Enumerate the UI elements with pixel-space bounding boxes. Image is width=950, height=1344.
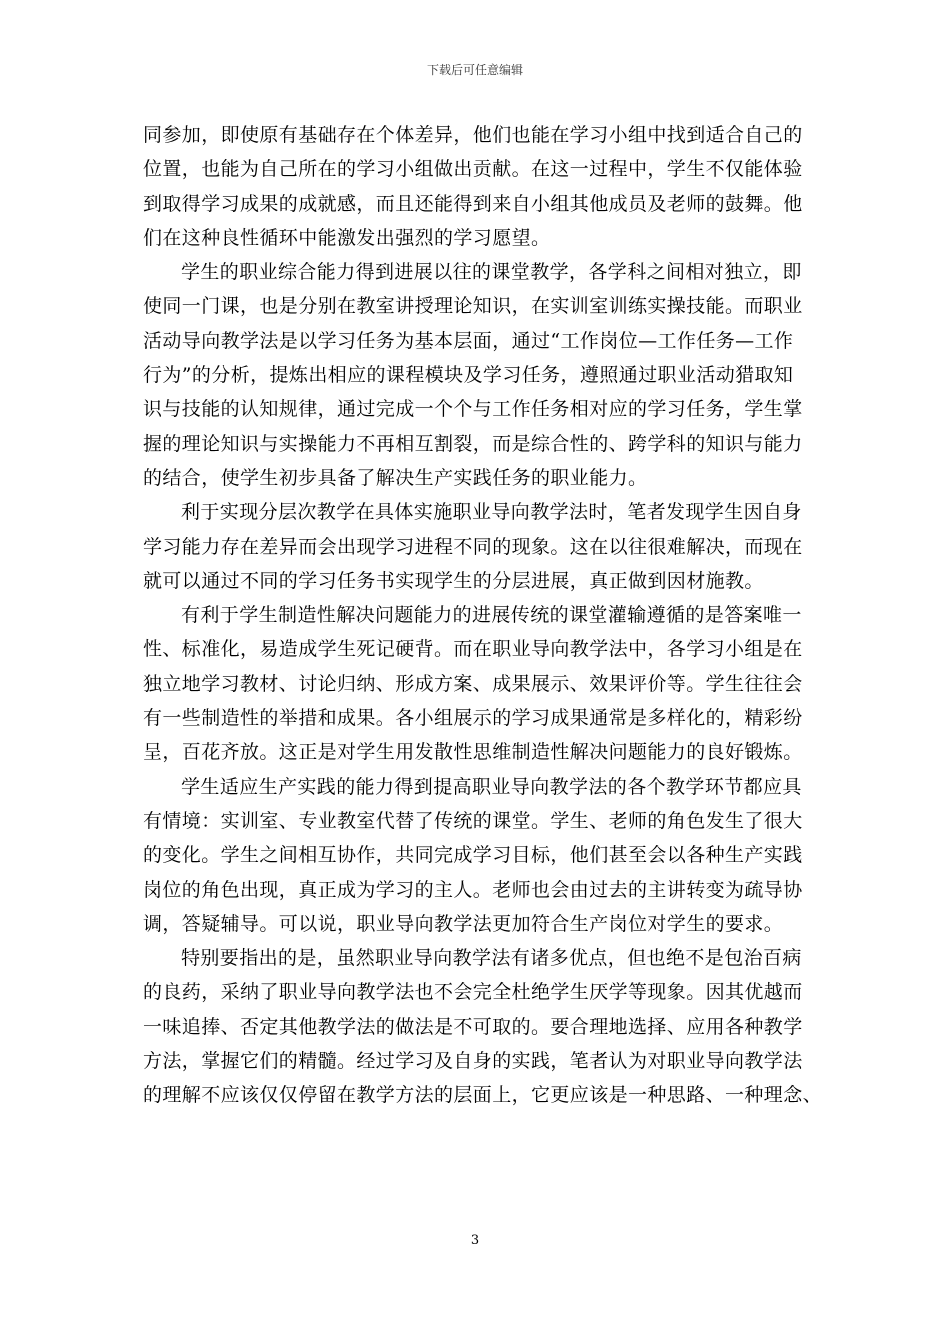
text-line: 方法，掌握它们的精髓。经过学习及自身的实践，笔者认为对职业导向教学法: [143, 1050, 803, 1073]
text-line: 有情境：实训室、专业教室代替了传统的课堂。学生、老师的角色发生了很大: [143, 809, 803, 832]
text-line: 的变化。学生之间相互协作，共同完成学习目标，他们甚至会以各种生产实践: [143, 844, 803, 867]
text-line: 呈，百花齐放。这正是对学生用发散性思维制造性解决问题能力的良好锻炼。: [143, 741, 803, 764]
text-line: 的良药，采纳了职业导向教学法也不会完全杜绝学生厌学等现象。因其优越而: [143, 981, 803, 1004]
text-line: 握的理论知识与实操能力不再相互割裂，而是综合性的、跨学科的知识与能力: [143, 432, 803, 455]
text-line: 活动导向教学法是以学习任务为基本层面，通过“工作岗位—工作任务—工作: [143, 329, 794, 352]
text-line: 们在这种良性循环中能激发出强烈的学习愿望。: [143, 226, 551, 249]
paragraph: [143, 770, 819, 941]
text-line: 位置，也能为自己所在的学习小组做出贡献。在这一过程中，学生不仅能体验: [143, 158, 803, 181]
document-body: [143, 118, 823, 1113]
paragraph: [143, 495, 819, 598]
text-line: 的理解不应该仅仅停留在教学方法的层面上，它更应该是一种思路、一种理念、: [143, 1084, 823, 1107]
text-line: 就可以通过不同的学习任务书实现学生的分层进展，真正做到因材施教。: [143, 569, 764, 592]
text-line: 同参加，即使原有基础存在个体差异，他们也能在学习小组中找到适合自己的: [143, 124, 803, 146]
paragraph: [143, 598, 819, 769]
text-line: 有利于学生制造性解决问题能力的进展传统的课堂灌输遵循的是答案唯一: [181, 604, 802, 627]
text-line: 性、标准化，易造成学生死记硬背。而在职业导向教学法中，各学习小组是在: [143, 638, 803, 661]
text-line: 独立地学习教材、讨论归纳、形成方案、成果展示、效果评价等。学生往往会: [143, 672, 803, 695]
text-line: 学生的职业综合能力得到进展以往的课堂教学，各学科之间相对独立，即: [181, 261, 802, 284]
text-line: 有一些制造性的举措和成果。各小组展示的学习成果通常是多样化的，精彩纷: [143, 707, 803, 730]
text-line: 调，答疑辅导。可以说，职业导向教学法更加符合生产岗位对学生的要求。: [143, 912, 784, 935]
text-line: 一味追捧、否定其他教学法的做法是不可取的。要合理地选择、应用各种教学: [143, 1015, 803, 1038]
paragraph: [143, 255, 819, 495]
text-line: 识与技能的认知规律，通过完成一个个与工作任务相对应的学习任务，学生掌: [143, 398, 803, 421]
text-line: 岗位的角色出现，真正成为学习的主人。老师也会由过去的主讲转变为疏导协: [143, 878, 803, 901]
text-line: 使同一门课，也是分别在教室讲授理论知识，在实训室训练实操技能。而职业: [143, 295, 803, 318]
text-line: 利于实现分层次教学在具体实施职业导向教学法时，笔者发现学生因自身: [181, 501, 802, 524]
paragraph: [143, 118, 819, 255]
page-header: 下载后可任意编辑: [426, 63, 523, 77]
text-line: 的结合，使学生初步具备了解决生产实践任务的职业能力。: [143, 466, 648, 489]
text-line: 特别要指出的是，虽然职业导向教学法有诸多优点，但也绝不是包治百病: [181, 947, 802, 970]
text-line: 行为”的分析，提炼出相应的课程模块及学习任务，遵照通过职业活动猎取知: [143, 364, 794, 387]
text-line: 学习能力存在差异而会出现学习进程不同的现象。这在以往很难解决，而现在: [143, 535, 803, 558]
page-number: 3: [470, 1233, 480, 1248]
paragraph: [143, 941, 823, 1112]
text-line: 学生适应生产实践的能力得到提高职业导向教学法的各个教学环节都应具: [181, 775, 802, 798]
text-line: 到取得学习成果的成就感，而且还能得到来自小组其他成员及老师的鼓舞。他: [143, 192, 803, 215]
